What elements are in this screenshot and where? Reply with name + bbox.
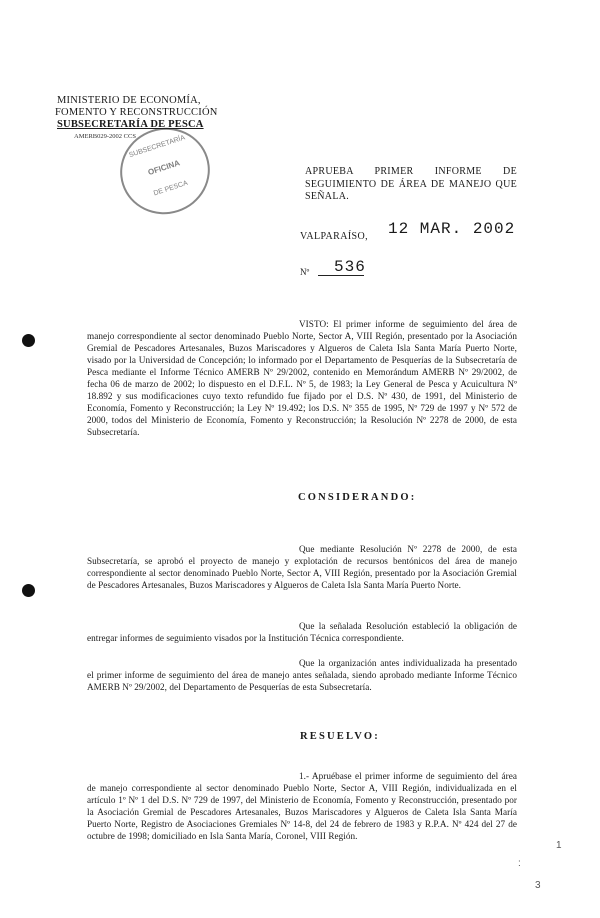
number-label: Nº	[300, 267, 310, 277]
number-underline	[318, 275, 364, 276]
subsecretaria-title: SUBSECRETARÍA DE PESCA	[57, 119, 204, 130]
place-label: VALPARAÍSO,	[300, 231, 369, 242]
resuelvo-heading: RESUELVO:	[300, 731, 380, 742]
reference-code: AMERB029-2002 CCS	[74, 133, 136, 140]
punch-hole-top	[22, 334, 35, 347]
ministry-line-2: FOMENTO Y RECONSTRUCCIÓN	[55, 107, 218, 118]
seal-bottom-text: DE PESCA	[152, 179, 189, 198]
date-stamp: 12 MAR. 2002	[388, 220, 516, 238]
margin-mark-1: :	[518, 858, 521, 869]
seal-middle-text: OFICINA	[146, 158, 181, 178]
subject-text: APRUEBA PRIMER INFORME DE SEGUIMIENTO DE ÁREA DE MANEJO QUE SEÑALA.	[305, 166, 517, 202]
visto-paragraph: VISTO: El primer informe de seguimiento del área de manejo correspondiente al sector denominado Pueblo Norte, Sector A, VIII Región, presentado por la Asociación Gremial de Pescadores Artesanales, Buzos Mariscadores y Algueros de Caleta Isla Santa María Puerto Norte, visado por la Universidad de Concepción; lo informado por el Departamento de Pesquerías de la Subsecretaría de Pesca mediante el Informe Técnico AMERB Nº 29/2002, contenido en Memorándum AMERB Nº 29/2002, de fecha 06 de marzo de 2002; lo dispuesto en el D.F.L. Nº 5, de 1983; la Ley General de Pesca y Acuicultura Nº 18.892 y sus modificaciones cuyo texto refundido fue fijado por el D.S. Nº 430, de 1991, del Ministerio de Economía, Fomento y Reconstrucción; la Ley Nº 19.492; los D.S. Nº 355 de 1995, Nº 729 de 1997 y Nº 572 de 2000, todos del Ministerio de Economía, Fomento y Reconstrucción; la Resolución Nº 2278 de 2000, de esta Subsecretaría.	[87, 319, 517, 437]
considerando-item-1: Que mediante Resolución Nº 2278 de 2000, de esta Subsecretaría, se aprobó el proyecto de manejo y explotación de recursos bentónicos del área de manejo correspondiente al sector denominado Pueblo Norte, Sector A, VIII Región, presentado por la Asociación Gremial de Pescadores Artesanales, Buzos Mariscadores y Algueros de Caleta Isla Santa María Puerto Norte.	[87, 544, 517, 590]
resuelvo-item-1: 1.- Apruébase el primer informe de seguimiento del área de manejo correspondiente al sector denominado Pueblo Norte, Sector A, VIII Región, individualizada en el artículo 1º Nº 1 del D.S. Nº 729 de 1997, del Ministerio de Economía, Fomento y Reconstrucción, presentado por la Asociación Gremial de Pescadores Artesanales, Buzos Mariscadores y Algueros de Caleta Isla Santa María Puerto Norte, Registro de Asociaciones Gremiales Nº 14-8, del 24 de febrero de 1983 y R.P.A. Nº 424 del 27 de octubre de 1998; domiciliado en Isla Santa María, Coronel, VIII Región.	[87, 771, 517, 841]
punch-hole-bottom	[22, 584, 35, 597]
considerando-heading: CONSIDERANDO:	[298, 492, 417, 503]
margin-mark-2: 1	[556, 840, 562, 851]
ministry-line-1: MINISTERIO DE ECONOMÍA,	[57, 95, 201, 106]
seal-top-text: SUBSECRETARÍA	[128, 134, 187, 160]
margin-mark-3: 3	[535, 880, 541, 891]
considerando-item-3: Que la organización antes individualizada ha presentado el primer informe de seguimiento del área de manejo antes señalada, siendo aprobado mediante Informe Técnico AMERB Nº 29/2002, del Departamento de Pesquerías de esta Subsecretaría.	[87, 658, 517, 692]
considerando-item-2: Que la señalada Resolución estableció la obligación de entregar informes de seguimiento visados por la Institución Técnica correspondiente.	[87, 621, 517, 643]
resolution-number: 536	[334, 258, 366, 276]
